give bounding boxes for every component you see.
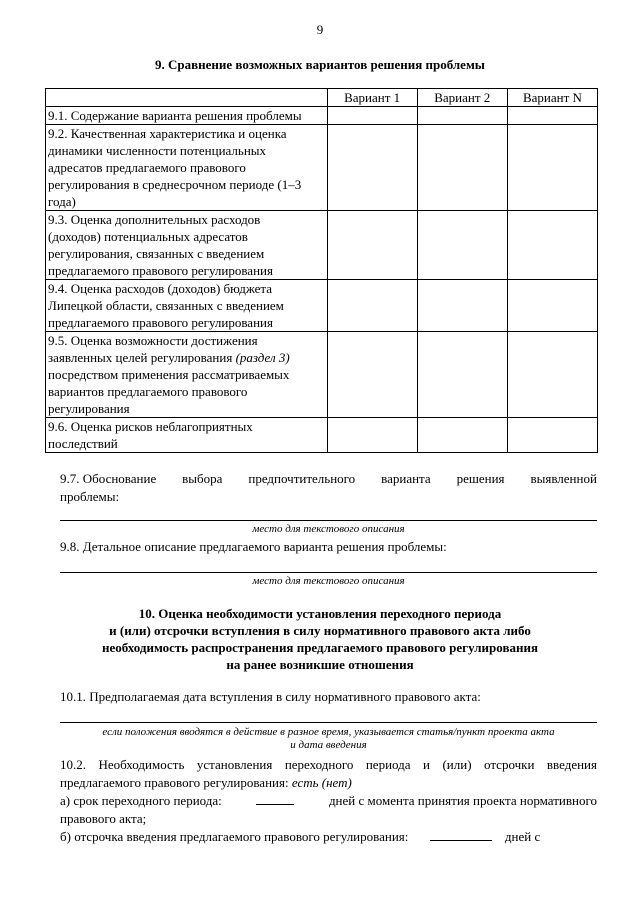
- variant-cell[interactable]: [327, 107, 417, 125]
- item-10-2-line1: 10.2. Необходимость установления переходного периода и (или) отсрочки введения: [60, 757, 597, 772]
- variant-cell[interactable]: [417, 211, 507, 280]
- word: варианта: [381, 471, 431, 486]
- variant-cell[interactable]: [327, 211, 417, 280]
- word: предпочтительного: [248, 471, 356, 486]
- word: решения: [456, 471, 505, 486]
- row-line: вариантов предлагаемого правового: [48, 384, 248, 399]
- item-text: а) срок переходного периода:: [60, 793, 222, 808]
- criterion-9-6: [46, 418, 328, 453]
- variant-cell[interactable]: [327, 332, 417, 418]
- criterion-9-1: [46, 107, 328, 125]
- item-b-line1: [60, 828, 583, 846]
- hint-9-8: место для текстового описания: [252, 575, 405, 587]
- hint-9-7: место для текстового описания: [252, 523, 405, 535]
- item-text: дней с: [504, 829, 541, 844]
- criterion-9-5: [46, 332, 328, 418]
- variant-cell[interactable]: [327, 280, 417, 332]
- row-line: регулирования, связанных с введением: [48, 246, 265, 261]
- variant-cell[interactable]: [507, 125, 597, 211]
- variant-cell[interactable]: [507, 211, 597, 280]
- item-text: дней с момента принятия проекта нормативного: [328, 793, 597, 808]
- criterion-9-4: [46, 280, 328, 332]
- item-text: предлагаемого правового регулирования:: [60, 775, 292, 790]
- row-text: заявленных целей регулирования: [48, 350, 236, 365]
- row-line: регулирования: [48, 401, 130, 416]
- answer-line-9-7[interactable]: [60, 520, 597, 521]
- row-line: предлагаемого правового регулирования: [48, 315, 273, 330]
- row-line: предлагаемого правового регулирования: [48, 263, 273, 278]
- comparison-table: [45, 88, 598, 453]
- row-line: 9.2. Качественная характеристика и оценка: [48, 126, 287, 141]
- row-line: (доходов) потенциальных адресатов: [48, 229, 248, 244]
- row-line: 9.3. Оценка дополнительных расходов: [48, 212, 261, 227]
- table-row: [46, 107, 598, 125]
- table-row: [46, 211, 598, 280]
- word: 9.7. Обоснование: [60, 471, 157, 486]
- row-line: 9.6. Оценка рисков неблагоприятных: [48, 419, 253, 434]
- deferral-days-blank[interactable]: [430, 828, 492, 841]
- row-line: 9.4. Оценка расходов (доходов) бюджета: [48, 281, 273, 296]
- section-10-title: [0, 605, 640, 673]
- row-line: динамики численности потенциальных: [48, 143, 267, 158]
- header-variant-1: Вариант 1: [327, 89, 417, 107]
- title-line: 10. Оценка необходимости установления переходного периода: [138, 606, 502, 621]
- criterion-9-2: [46, 125, 328, 211]
- table-row: [46, 280, 598, 332]
- row-line: адресатов предлагаемого правового: [48, 160, 246, 175]
- table-header-row: [46, 89, 598, 107]
- item-a-line1: [60, 792, 597, 810]
- item-a-line2: правового акта;: [60, 811, 147, 826]
- item-9-7-line1: [60, 470, 597, 488]
- variant-cell[interactable]: [507, 107, 597, 125]
- answer-line-10-1[interactable]: [60, 722, 597, 723]
- variant-cell[interactable]: [417, 332, 507, 418]
- hint-line: и дата введения: [290, 739, 367, 751]
- row-line: посредством применения рассматриваемых: [48, 367, 290, 382]
- title-line: необходимость распространения предлагаемого правового регулирования: [102, 640, 538, 655]
- table-row: [46, 418, 598, 453]
- hint-line: если положения вводятся в действие в разное время, указывается статья/пункт проекта акта: [102, 726, 555, 738]
- row-line: регулирования в среднесрочном периоде (1–3: [48, 177, 302, 192]
- variant-cell[interactable]: [417, 125, 507, 211]
- title-line: и (или) отсрочки вступления в силу нормативного правового акта либо: [109, 623, 531, 638]
- hint-10-1: [60, 726, 597, 752]
- page-number: 9: [316, 22, 324, 37]
- item-text: б) отсрочка введения предлагаемого правового регулирования:: [60, 829, 409, 844]
- header-criterion: [46, 89, 328, 107]
- title-line: на ранее возникшие отношения: [226, 657, 414, 672]
- word: выявленной: [530, 471, 597, 486]
- section-9-title: 9. Сравнение возможных вариантов решения проблемы: [155, 57, 485, 72]
- variant-cell[interactable]: [327, 125, 417, 211]
- item-10-1: 10.1. Предполагаемая дата вступления в силу нормативного правового акта:: [60, 689, 481, 704]
- row-line: 9.5. Оценка возможности достижения: [48, 333, 258, 348]
- variant-cell[interactable]: [417, 107, 507, 125]
- word: выбора: [182, 471, 223, 486]
- section-reference: (раздел 3): [235, 350, 290, 365]
- row-line: Липецкой области, связанных с введением: [48, 298, 284, 313]
- variant-cell[interactable]: [327, 418, 417, 453]
- item-10-2-line2: [60, 774, 352, 792]
- row-line: последствий: [48, 436, 118, 451]
- table-row: [46, 332, 598, 418]
- row-line: года): [48, 194, 76, 209]
- variant-cell[interactable]: [417, 280, 507, 332]
- item-9-7-line2: проблемы:: [60, 489, 120, 504]
- answer-line-9-8[interactable]: [60, 572, 597, 573]
- variant-cell[interactable]: [417, 418, 507, 453]
- variant-cell[interactable]: [507, 332, 597, 418]
- criterion-9-3: [46, 211, 328, 280]
- row-line: [48, 349, 325, 366]
- transition-days-blank[interactable]: [256, 792, 294, 805]
- yes-no-option: есть (нет): [291, 775, 352, 790]
- table-row: [46, 125, 598, 211]
- row-line: 9.1. Содержание варианта решения проблемы: [48, 108, 302, 123]
- variant-cell[interactable]: [507, 418, 597, 453]
- variant-cell[interactable]: [507, 280, 597, 332]
- header-variant-2: Вариант 2: [417, 89, 507, 107]
- header-variant-n: Вариант N: [507, 89, 597, 107]
- item-9-8: 9.8. Детальное описание предлагаемого варианта решения проблемы:: [60, 539, 447, 554]
